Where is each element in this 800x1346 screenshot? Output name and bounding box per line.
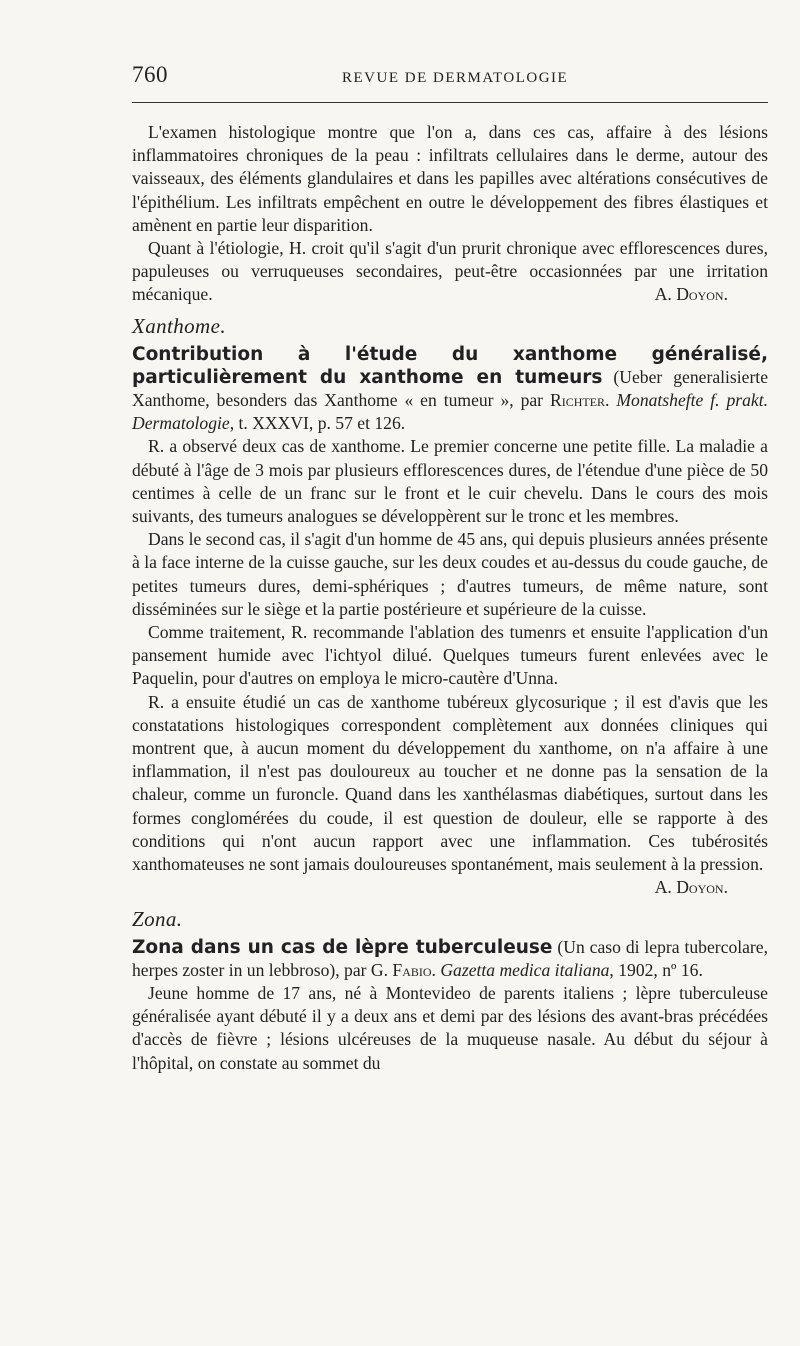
journal-page xyxy=(132,58,768,1075)
xanthome-paragraph-2: Dans le second cas, il s'agit d'un homme de 45 ans, qui depuis plusieurs années présente à la face interne de la cuisse gauche, sur les deux coudes et au-dessus du coude gauche, de petites tumeurs dures, demi-sphériques ; d'autres tumeurs, de même nature, sont disséminées sur le siège et la partie postérieure et supérieure de la cuisse. xyxy=(132,529,768,619)
signature-doyon-1: A. Doyon. xyxy=(654,284,728,305)
xanthome-paragraph-4 xyxy=(132,691,768,898)
page-number: 760 xyxy=(132,62,168,87)
article-reference-xanthome xyxy=(132,343,768,436)
signature-doyon-2: A. Doyon. xyxy=(654,877,728,898)
article-author: Richter xyxy=(549,390,606,411)
article-reference-zona xyxy=(132,936,768,982)
xanthome-paragraph-1: R. a observé deux cas de xanthome. Le premier concerne une petite fille. La maladie a débuté à l'âge de 3 mois par plusieurs efflorescences dures, de l'étendue d'une pièce de 50 centimes à celle de un franc sur le front et le cuir chevelu. Dans le cours des mois suivants, des tumeurs analogues se développèrent sur le tronc et les membres. xyxy=(132,436,768,527)
journal-name: Gazetta medica italiana xyxy=(440,959,610,980)
article-ref-text: (Ueber generalisierte Xanthome, besonders das Xanthome « en tumeur », par xyxy=(132,366,768,411)
running-title: REVUE DE DERMATOLOGIE xyxy=(342,70,569,86)
section-heading-zona: Zona. xyxy=(132,906,183,931)
page-header xyxy=(132,58,768,103)
article-ref-end: , t. XXXVI, p. 57 et 126. xyxy=(229,413,406,434)
article-ref-separator: . xyxy=(605,390,617,411)
intro-paragraph-2 xyxy=(132,237,768,307)
article-ref-end: , 1902, nº 16. xyxy=(609,959,703,980)
article-ref-text: (Un caso di lepra tubercolare, herpes zoster in un lebbroso), par G. xyxy=(132,936,768,980)
article-ref-separator: . xyxy=(431,959,441,980)
article-title-xanthome: Contribution à l'étude du xanthome généralisé, particulièrement du xanthome en tumeurs xyxy=(132,343,768,388)
page-body xyxy=(132,121,768,1075)
xanthome-paragraph-3: Comme traitement, R. recommande l'ablation des tumenrs et ensuite l'application d'un pansement humide avec l'ichtyol dilué. Quelques tumeurs furent enlevées avec le Paquelin, pour d'autres on employa le micro-cautère d'Unna. xyxy=(132,622,768,689)
section-heading-xanthome: Xanthome. xyxy=(132,313,226,338)
zona-paragraph-1: Jeune homme de 17 ans, né à Montevideo de parents italiens ; lèpre tuberculeuse généralisée ayant débuté il y a deux ans et demi par des lésions des avant-bras précédées d'accès de fièvre ; lésions ulcéreuses de la muqueuse nasale. Au début du séjour à l'hôpital, on constate au sommet du xyxy=(132,982,768,1073)
intro-paragraph-2-text: Quant à l'étiologie, H. croit qu'il s'agit d'un prurit chronique avec efflorescences dures, papuleuses ou verruqueuses secondaires, peut-être occasionnées par une irritation mécanique. xyxy=(132,238,768,305)
article-author: Fabio xyxy=(392,959,432,980)
journal-name: Monatshefte f. prakt. Dermatologie xyxy=(132,390,769,434)
article-title-zona: Zona dans un cas de lèpre tuberculeuse xyxy=(132,936,553,958)
intro-paragraph-1: L'examen histologique montre que l'on a, dans ces cas, affaire à des lésions inflammatoires chroniques de la peau : infiltrats cellulaires dans le derme, autour des vaisseaux, des éléments glandulaires et dans les papilles avec altérations consécutives de l'épithélium. Les infiltrats empêchent en outre le développement des fibres élastiques et amènent en partie leur disparition. xyxy=(132,122,768,235)
xanthome-paragraph-4-text: R. a ensuite étudié un cas de xanthome tubéreux glycosurique ; il est d'avis que les constatations histologiques correspondent complètement aux données cliniques qui montrent que, à aucun moment du développement du xanthome, on n'a affaire à une inflammation, il n'est pas douloureux au toucher et ne donne pas la sensation de la chaleur, comme un furoncle. Quand dans les xanthélasmas diabétiques, surtout dans les formes conglomérées du coude, il est question de douleur, elle se rapporte à des conditions qui n'ont aucun rapport avec une inflammation. Ces tubérosités xanthomateuses ne sont jamais douloureuses spontanément, mais seulement à la pression. xyxy=(132,691,768,875)
